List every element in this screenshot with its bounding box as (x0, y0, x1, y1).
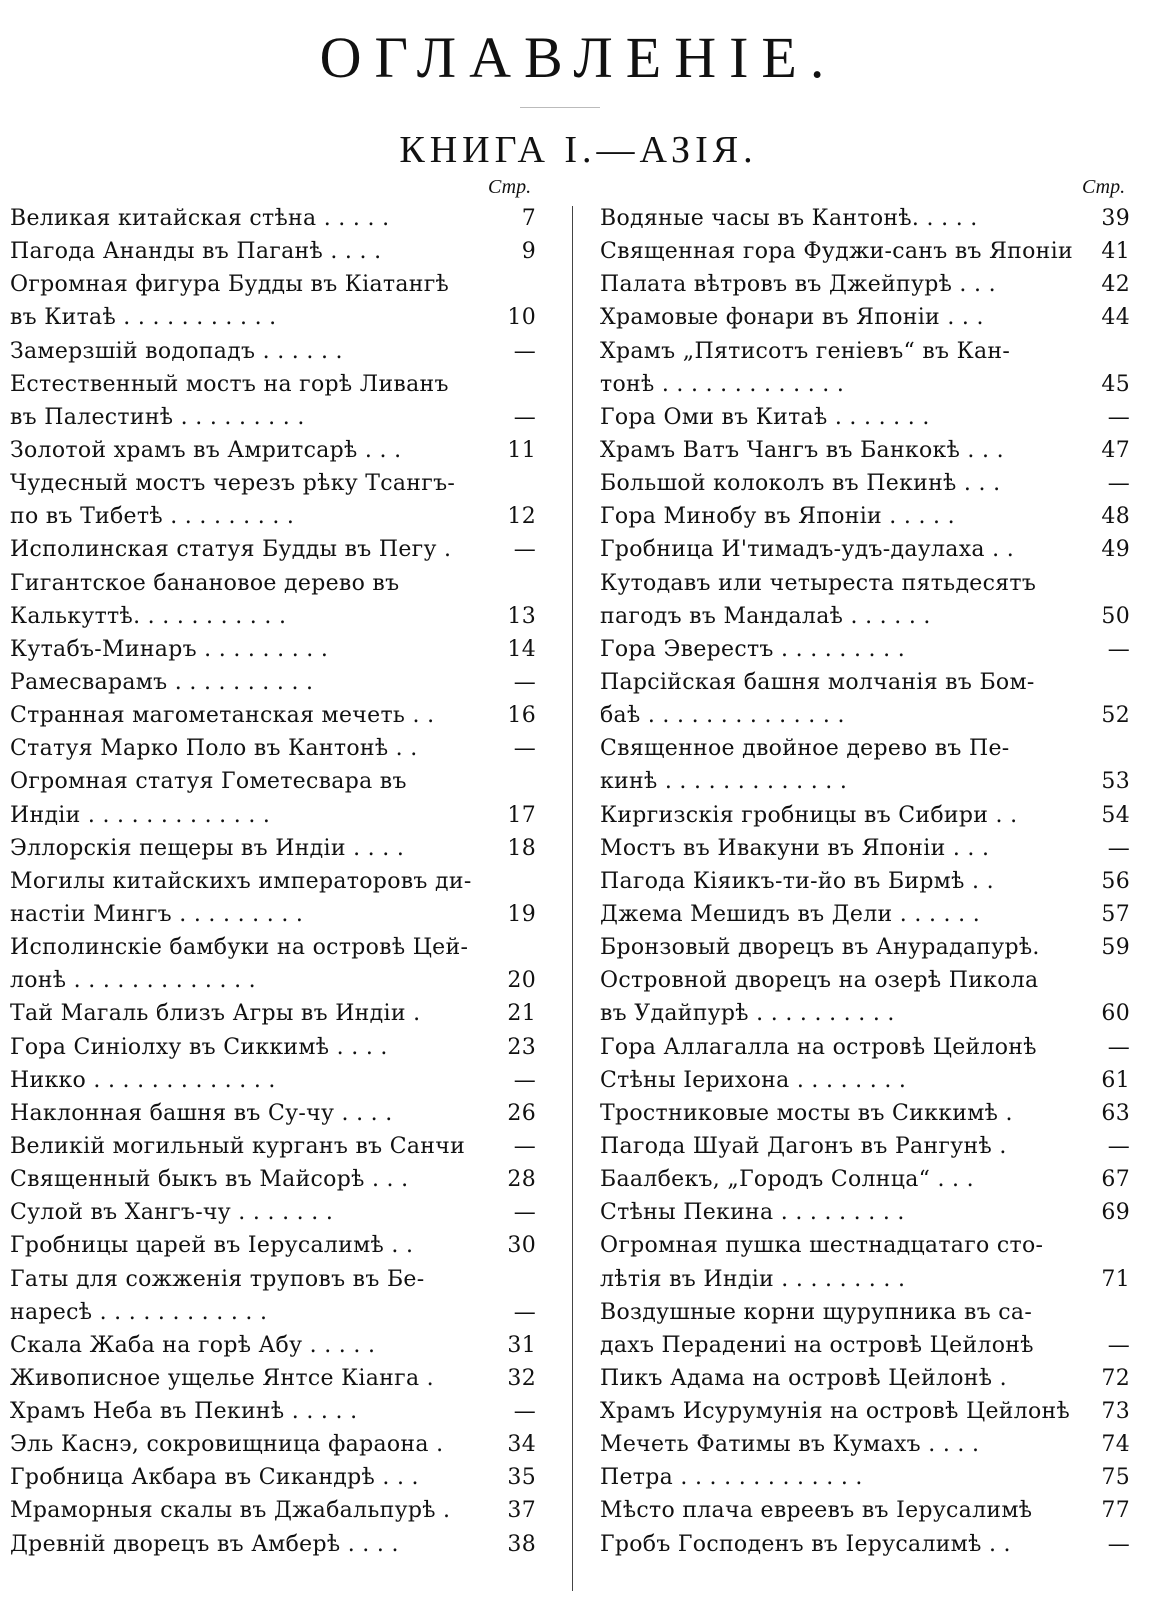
toc-entry (10, 1229, 550, 1262)
toc-entry-title: Эль Каснэ, сокровищница фараона . (10, 1432, 444, 1458)
toc-right-column (600, 202, 1140, 1561)
toc-entry (10, 666, 550, 699)
page-column-label-right: Стр. (1082, 176, 1126, 198)
toc-entry-page: 37 (507, 1498, 536, 1524)
toc-entry-page: 30 (507, 1233, 536, 1259)
toc-entry-page: 31 (507, 1332, 536, 1358)
toc-entry-page: 71 (1101, 1266, 1130, 1292)
toc-entry (10, 732, 550, 765)
toc-entry-title: Стѣны Іерихона . . . . . . . . (600, 1067, 907, 1093)
toc-entry-title: Естественный мостъ на горѣ Ливанъ (10, 371, 449, 397)
toc-entry (10, 1163, 550, 1196)
toc-entry-title: Храмъ Неба въ Пекинѣ . . . . . (10, 1399, 358, 1425)
toc-left-column (10, 202, 550, 1561)
toc-entry-title: Индіи . . . . . . . . . . . . . (10, 802, 271, 828)
toc-entry (10, 335, 550, 368)
toc-entry-title: наресѣ . . . . . . . . . . . . (10, 1299, 268, 1325)
toc-entry (600, 1296, 1140, 1329)
toc-entry (10, 567, 550, 600)
toc-entry-title: Гора Эверестъ . . . . . . . . . (600, 636, 906, 662)
toc-entry-title: Петра . . . . . . . . . . . . . (600, 1465, 863, 1491)
toc-entry-page: 63 (1101, 1100, 1130, 1126)
toc-entry (10, 202, 550, 235)
toc-entry-page: — (513, 404, 536, 430)
toc-entry-title: лонѣ . . . . . . . . . . . . . (10, 968, 256, 994)
toc-entry (600, 335, 1140, 368)
toc-entry (600, 600, 1140, 633)
column-divider (572, 206, 573, 1591)
toc-entry (600, 799, 1140, 832)
toc-entry-title: Гора Синіолху въ Сиккимѣ . . . . (10, 1034, 388, 1060)
toc-entry (10, 1329, 550, 1362)
toc-entry-title: Храмъ Исурумунія на островѣ Цейлонѣ (600, 1399, 1071, 1425)
toc-entry (10, 467, 550, 500)
toc-entry-page: — (513, 1067, 536, 1093)
toc-entry-title: Воздушные корни щурупника въ са- (600, 1299, 1033, 1325)
toc-entry (600, 865, 1140, 898)
toc-entry (600, 268, 1140, 301)
toc-entry (600, 401, 1140, 434)
toc-entry-title: Храмъ „Пятисотъ геніевъ“ въ Кан- (600, 338, 1011, 364)
toc-entry-title: Гора Аллагалла на островѣ Цейлонѣ (600, 1034, 1037, 1060)
toc-entry-title: Огромная пушка шестнадцатаго сто- (600, 1233, 1044, 1259)
toc-entry-title: Кутодавъ или четыреста пятьдесятъ (600, 570, 1037, 596)
toc-entry-title: по въ Тибетѣ . . . . . . . . . (10, 504, 295, 530)
toc-entry (600, 368, 1140, 401)
toc-entry-page: 20 (507, 968, 536, 994)
toc-entry (10, 699, 550, 732)
toc-entry (600, 898, 1140, 931)
toc-entry (10, 1528, 550, 1561)
toc-entry-page: 59 (1101, 935, 1130, 961)
toc-entry (10, 633, 550, 666)
toc-entry (10, 1263, 550, 1296)
toc-entry-page: 61 (1101, 1067, 1130, 1093)
toc-entry (600, 1130, 1140, 1163)
toc-entry (10, 533, 550, 566)
toc-entry-title: Сулой въ Хангъ-чу . . . . . . . (10, 1200, 334, 1226)
toc-entry-title: Храмовые фонари въ Японіи . . . (600, 305, 984, 331)
toc-entry-title: Могилы китайскихъ императоровъ ди- (10, 868, 472, 894)
toc-entry (600, 666, 1140, 699)
toc-entry-page: 34 (507, 1432, 536, 1458)
toc-entry-page: 21 (507, 1001, 536, 1027)
toc-entry (10, 500, 550, 533)
toc-entry (10, 1461, 550, 1494)
toc-entry-page: 16 (507, 703, 536, 729)
toc-entry (600, 964, 1140, 997)
toc-entry-title: Священный быкъ въ Майсорѣ . . . (10, 1167, 409, 1193)
toc-entry-title: Эллорскія пещеры въ Индіи . . . . (10, 835, 405, 861)
toc-entry-page: 60 (1101, 1001, 1130, 1027)
toc-entry (10, 765, 550, 798)
toc-entry-page: 9 (521, 239, 536, 265)
toc-entry (600, 1494, 1140, 1527)
toc-entry-title: пагодъ въ Мандалаѣ . . . . . . (600, 603, 931, 629)
toc-entry-title: Бронзовый дворецъ въ Анурадапурѣ. (600, 935, 1040, 961)
toc-entry-title: тонѣ . . . . . . . . . . . . . (600, 371, 845, 397)
toc-entry (10, 1428, 550, 1461)
toc-entry (10, 1196, 550, 1229)
toc-entry-title: Гробъ Господенъ въ Іерусалимѣ . . (600, 1531, 1011, 1557)
toc-entry-page: — (1107, 1332, 1130, 1358)
toc-entry-page: 47 (1101, 437, 1130, 463)
toc-entry (600, 633, 1140, 666)
toc-entry-title: лѣтія въ Индіи . . . . . . . . . (600, 1266, 906, 1292)
toc-entry (10, 1097, 550, 1130)
toc-entry (600, 1163, 1140, 1196)
toc-entry-page: 35 (507, 1465, 536, 1491)
toc-entry-title: Гробница И'тимадъ-удъ-даулаха . . (600, 537, 1015, 563)
toc-entry-title: Баалбекъ, „Городъ Солнца“ . . . (600, 1167, 974, 1193)
toc-entry-page: 38 (507, 1531, 536, 1557)
toc-entry (600, 434, 1140, 467)
toc-entry (10, 434, 550, 467)
toc-entry-page: 48 (1101, 504, 1130, 530)
toc-entry-page: 32 (507, 1365, 536, 1391)
toc-entry-page: — (513, 1133, 536, 1159)
toc-entry (10, 301, 550, 334)
toc-entry (600, 500, 1140, 533)
toc-entry (10, 368, 550, 401)
toc-entry-page: — (513, 338, 536, 364)
toc-entry-title: Палата вѣтровъ въ Джейпурѣ . . . (600, 272, 996, 298)
toc-entry-page: 69 (1101, 1200, 1130, 1226)
toc-entry-title: Исполинскіе бамбуки на островѣ Цей- (10, 935, 469, 961)
toc-entry-title: Пагода Шуай Дагонъ въ Рангунѣ . (600, 1133, 1007, 1159)
toc-entry-title: баѣ . . . . . . . . . . . . . . (600, 703, 845, 729)
toc-entry-title: Водяные часы въ Кантонѣ. . . . . (600, 206, 978, 231)
toc-entry (600, 1362, 1140, 1395)
toc-entry-title: Гора Оми въ Китаѣ . . . . . . . (600, 404, 930, 430)
toc-entry-page: — (1107, 404, 1130, 430)
toc-entry-page: — (513, 1299, 536, 1325)
toc-entry-title: Священное двойное дерево въ Пе- (600, 736, 1010, 762)
toc-entry (600, 1196, 1140, 1229)
toc-entry (600, 1428, 1140, 1461)
toc-entry (10, 1296, 550, 1329)
toc-entry (10, 1494, 550, 1527)
toc-entry-page: 53 (1101, 769, 1130, 795)
toc-entry-title: Великая китайская стѣна . . . . . (10, 206, 390, 231)
toc-entry-title: Гора Минобу въ Японіи . . . . . (600, 504, 955, 530)
toc-entry (600, 235, 1140, 268)
toc-entry-page: 56 (1101, 868, 1130, 894)
toc-entry-page: 75 (1101, 1465, 1130, 1491)
toc-entry (10, 600, 550, 633)
toc-entry-title: Храмъ Ватъ Чангъ въ Банкокѣ . . . (600, 437, 1004, 463)
toc-entry (600, 301, 1140, 334)
toc-entry-page: 42 (1101, 272, 1130, 298)
toc-entry (10, 1064, 550, 1097)
toc-entry-page: — (1107, 471, 1130, 497)
toc-entry (600, 1263, 1140, 1296)
toc-entry-page: 73 (1101, 1399, 1130, 1425)
toc-entry-page: 11 (507, 437, 536, 463)
toc-entry (600, 533, 1140, 566)
toc-entry-title: настіи Мингъ . . . . . . . . . (10, 901, 304, 927)
toc-entry (600, 1064, 1140, 1097)
toc-entry-title: Огромная фигура Будды въ Кіатангѣ (10, 272, 450, 298)
toc-entry-title: Чудесный мостъ черезъ рѣку Тсангъ- (10, 471, 456, 497)
toc-entry-page: 17 (507, 802, 536, 828)
toc-entry (10, 1031, 550, 1064)
toc-entry-title: Рамесварамъ . . . . . . . . . . (10, 669, 314, 695)
toc-entry (600, 1031, 1140, 1064)
toc-entry (600, 1229, 1140, 1262)
toc-entry-page: 10 (507, 305, 536, 331)
toc-entry-title: Стѣны Пекина . . . . . . . . . (600, 1200, 905, 1226)
toc-entry-page: 49 (1101, 537, 1130, 563)
toc-entry-page: 67 (1101, 1167, 1130, 1193)
toc-entry-title: Пикъ Адама на островѣ Цейлонѣ . (600, 1365, 1007, 1391)
toc-entry-title: Древній дворецъ въ Амберѣ . . . . (10, 1531, 399, 1557)
toc-entry-title: Пагода Ананды въ Паганѣ . . . . (10, 239, 382, 265)
toc-entry-title: Скала Жаба на горѣ Абу . . . . . (10, 1332, 376, 1358)
toc-entry-page: — (513, 1399, 536, 1425)
toc-entry-page: — (1107, 1531, 1130, 1557)
toc-entry-page: 28 (507, 1167, 536, 1193)
toc-entry-title: Наклонная башня въ Су-чу . . . . (10, 1100, 393, 1126)
toc-entry-page: 57 (1101, 901, 1130, 927)
toc-entry-title: Никко . . . . . . . . . . . . . (10, 1067, 276, 1093)
toc-entry (10, 931, 550, 964)
toc-entry-page: — (513, 669, 536, 695)
toc-entry-title: Замерзшій водопадъ . . . . . . (10, 338, 343, 364)
toc-entry-title: Парсійская башня молчанія въ Бом- (600, 669, 1035, 695)
toc-entry-page: 72 (1101, 1365, 1130, 1391)
toc-entry-title: Пагода Кіяикъ-ти-йо въ Бирмѣ . . (600, 868, 994, 894)
toc-entry-page: — (513, 736, 536, 762)
toc-entry (600, 1461, 1140, 1494)
toc-entry-page: 12 (507, 504, 536, 530)
toc-entry-page: 54 (1101, 802, 1130, 828)
toc-entry (10, 401, 550, 434)
toc-entry-title: Исполинская статуя Будды въ Пегу . (10, 537, 452, 563)
toc-entry-page: — (1107, 1133, 1130, 1159)
toc-entry-page: 77 (1101, 1498, 1130, 1524)
toc-entry (600, 997, 1140, 1030)
toc-entry (10, 898, 550, 931)
toc-entry-title: Калькуттѣ. . . . . . . . . . . (10, 603, 287, 629)
toc-entry (600, 699, 1140, 732)
toc-entry-title: Кутабъ-Минаръ . . . . . . . . . (10, 636, 329, 662)
toc-entry (600, 1528, 1140, 1561)
toc-entry-page: 44 (1101, 305, 1130, 331)
toc-entry-page: 18 (507, 835, 536, 861)
toc-entry-page: 7 (521, 206, 536, 231)
toc-entry (10, 1362, 550, 1395)
toc-entry-title: въ Удайпурѣ . . . . . . . . . . (600, 1001, 895, 1027)
toc-entry-page: 39 (1101, 206, 1130, 231)
toc-entry (10, 799, 550, 832)
toc-entry (10, 865, 550, 898)
toc-entry-title: Гигантское банановое дерево въ (10, 570, 400, 596)
toc-entry (600, 202, 1140, 235)
toc-entry (600, 467, 1140, 500)
toc-entry-title: въ Китаѣ . . . . . . . . . . . (10, 305, 277, 331)
toc-entry-title: Гробница Акбара въ Сикандрѣ . . . (10, 1465, 419, 1491)
page-column-label-left: Стр. (488, 176, 532, 198)
page-title: ОГЛАВЛЕНІЕ. (319, 25, 838, 90)
toc-entry-page: 74 (1101, 1432, 1130, 1458)
toc-entry-title: Тростниковые мосты въ Сиккимѣ . (600, 1100, 1013, 1126)
toc-entry-title: Живописное ущелье Янтсе Кіанга . (10, 1365, 434, 1391)
title-divider (520, 107, 600, 108)
toc-entry (10, 964, 550, 997)
toc-entry-title: кинѣ . . . . . . . . . . . . . (600, 769, 848, 795)
toc-entry-title: Гробницы царей въ Іерусалимѣ . . (10, 1233, 414, 1259)
toc-entry (10, 1130, 550, 1163)
toc-entry-page: 41 (1101, 239, 1130, 265)
toc-entry (10, 997, 550, 1030)
toc-entry-title: Джема Мешидъ въ Дели . . . . . . (600, 901, 981, 927)
toc-entry-title: Большой колоколъ въ Пекинѣ . . . (600, 471, 1001, 497)
toc-entry (600, 931, 1140, 964)
toc-entry (10, 832, 550, 865)
toc-entry-page: 14 (507, 636, 536, 662)
toc-entry-page: 23 (507, 1034, 536, 1060)
toc-entry-title: Гаты для сожженія труповъ въ Бе- (10, 1266, 425, 1292)
toc-entry-title: Мраморныя скалы въ Джабальпурѣ . (10, 1498, 451, 1524)
toc-entry-title: Статуя Марко Поло въ Кантонѣ . . (10, 736, 418, 762)
toc-entry-page: 50 (1101, 603, 1130, 629)
toc-entry (10, 235, 550, 268)
toc-entry-title: Мѣсто плача евреевъ въ Іерусалимѣ (600, 1498, 1033, 1524)
book-heading: КНИГА I.—АЗІЯ. (399, 129, 758, 171)
toc-entry-title: Островной дворецъ на озерѣ Пикола (600, 968, 1039, 994)
toc-entry-title: Золотой храмъ въ Амритсарѣ . . . (10, 437, 402, 463)
toc-entry-page: 13 (507, 603, 536, 629)
toc-entry (600, 765, 1140, 798)
toc-entry-page: 26 (507, 1100, 536, 1126)
toc-entry-page: 52 (1101, 703, 1130, 729)
toc-entry-title: Киргизскія гробницы въ Сибири . . (600, 802, 1018, 828)
toc-entry (600, 832, 1140, 865)
toc-entry-page: — (1107, 1034, 1130, 1060)
toc-entry-page: — (1107, 835, 1130, 861)
toc-entry (600, 732, 1140, 765)
toc-entry (600, 1395, 1140, 1428)
toc-entry-title: Мечеть Фатимы въ Кумахъ . . . . (600, 1432, 980, 1458)
toc-entry-page: 45 (1101, 371, 1130, 397)
toc-entry (600, 1097, 1140, 1130)
toc-entry-title: Огромная статуя Гометесвара въ (10, 769, 407, 795)
toc-entry-page: 19 (507, 901, 536, 927)
toc-entry-title: въ Палестинѣ . . . . . . . . . (10, 404, 305, 430)
toc-entry (10, 268, 550, 301)
toc-entry-page: — (513, 537, 536, 563)
toc-entry (600, 567, 1140, 600)
toc-entry-page: — (1107, 636, 1130, 662)
toc-entry-title: Великій могильный курганъ въ Санчи (10, 1133, 466, 1159)
toc-entry-title: Тай Магаль близъ Агры въ Индіи . (10, 1001, 421, 1027)
toc-entry-title: Священная гора Фуджи-санъ въ Японіи (600, 239, 1073, 265)
toc-entry-title: дахъ Перадениі на островѣ Цейлонѣ (600, 1332, 1034, 1358)
toc-entry (600, 1329, 1140, 1362)
toc-entry (10, 1395, 550, 1428)
toc-entry-title: Странная магометанская мечеть . . (10, 703, 435, 729)
toc-entry-title: Мостъ въ Ивакуни въ Японіи . . . (600, 835, 990, 861)
toc-entry-page: — (513, 1200, 536, 1226)
